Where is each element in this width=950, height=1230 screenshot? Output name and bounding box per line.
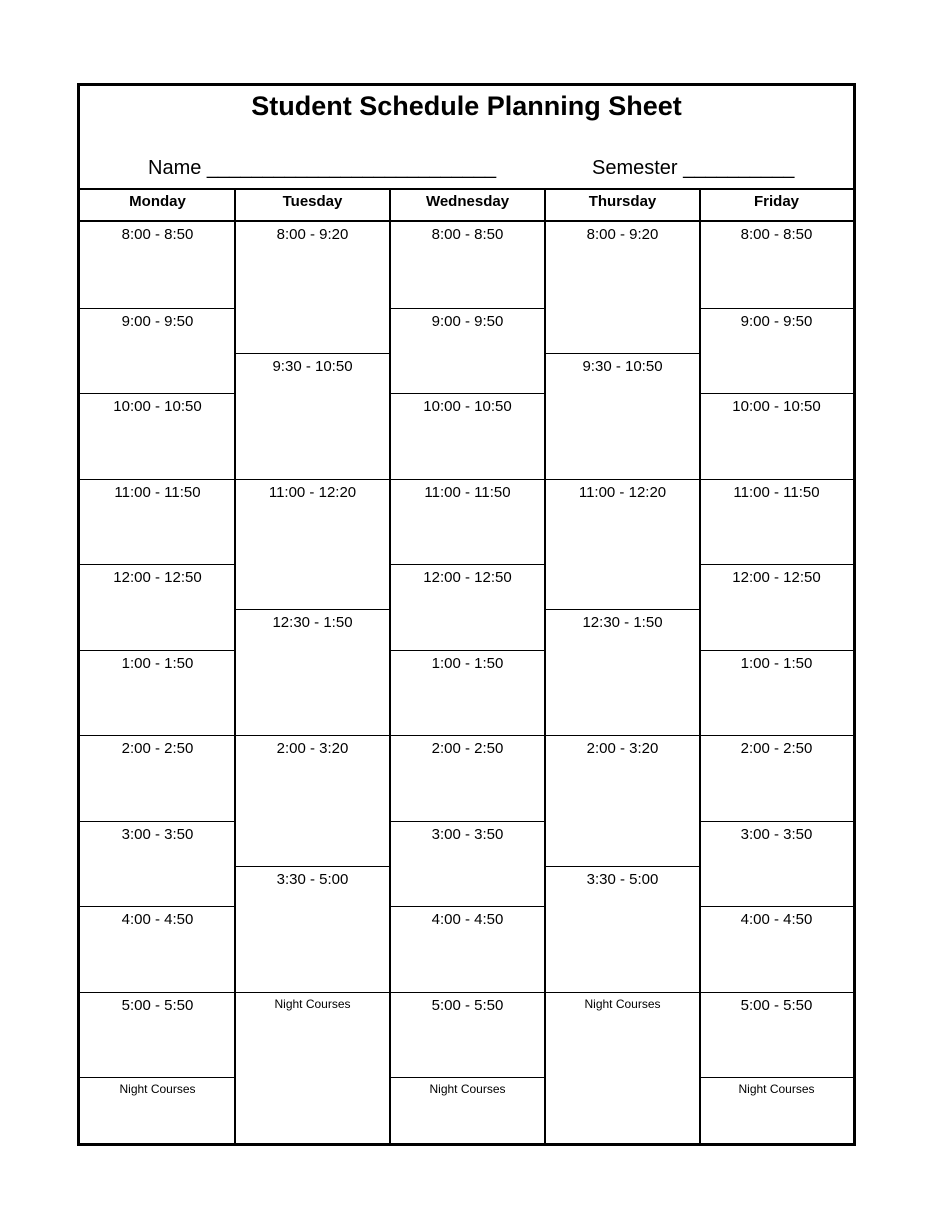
slot-thursday[interactable]: 12:30 - 1:50	[545, 609, 700, 735]
slot-friday[interactable]: 2:00 - 2:50	[700, 735, 853, 821]
slot-friday[interactable]: 5:00 - 5:50	[700, 992, 853, 1077]
slot-friday[interactable]: 11:00 - 11:50	[700, 479, 853, 564]
schedule-sheet	[77, 83, 856, 1146]
slot-wednesday[interactable]: 10:00 - 10:50	[390, 393, 545, 479]
slot-thursday-night[interactable]: Night Courses	[545, 992, 700, 1143]
slot-wednesday[interactable]: 4:00 - 4:50	[390, 906, 545, 992]
slot-tuesday[interactable]: 12:30 - 1:50	[235, 609, 390, 735]
slot-thursday[interactable]: 8:00 - 9:20	[586, 226, 659, 243]
slot-tuesday[interactable]: 3:30 - 5:00	[235, 866, 390, 992]
slot-wednesday[interactable]: 1:00 - 1:50	[390, 650, 545, 735]
slot-monday[interactable]: 2:00 - 2:50	[80, 735, 235, 821]
slot-wednesday[interactable]: 3:00 - 3:50	[390, 821, 545, 906]
slot-tuesday[interactable]: 11:00 - 12:20	[235, 479, 390, 609]
day-header-monday: Monday	[129, 193, 186, 210]
slot-tuesday[interactable]: 2:00 - 3:20	[235, 735, 390, 866]
semester-field[interactable]: Semester __________	[592, 157, 795, 179]
slot-wednesday[interactable]: 8:00 - 8:50	[431, 226, 504, 243]
slot-thursday[interactable]: 9:30 - 10:50	[545, 353, 700, 479]
slot-friday-night[interactable]: Night Courses	[700, 1077, 853, 1143]
name-field[interactable]: Name __________________________	[148, 157, 497, 179]
day-header-wednesday: Wednesday	[425, 193, 510, 210]
slot-thursday[interactable]: 11:00 - 12:20	[545, 479, 700, 609]
slot-thursday[interactable]: 3:30 - 5:00	[545, 866, 700, 992]
slot-friday[interactable]: 10:00 - 10:50	[700, 393, 853, 479]
day-header-tuesday: Tuesday	[282, 193, 343, 210]
slot-friday[interactable]: 9:00 - 9:50	[700, 308, 853, 393]
slot-monday[interactable]: 9:00 - 9:50	[80, 308, 235, 393]
slot-friday[interactable]: 1:00 - 1:50	[700, 650, 853, 735]
slot-friday[interactable]: 8:00 - 8:50	[740, 226, 813, 243]
slot-monday-night[interactable]: Night Courses	[80, 1077, 235, 1143]
slot-friday[interactable]: 12:00 - 12:50	[700, 564, 853, 650]
slot-wednesday-night[interactable]: Night Courses	[390, 1077, 545, 1143]
day-header-friday: Friday	[753, 193, 799, 210]
slot-monday[interactable]: 12:00 - 12:50	[80, 564, 235, 650]
slot-monday[interactable]: 8:00 - 8:50	[121, 226, 194, 243]
slot-wednesday[interactable]: 12:00 - 12:50	[390, 564, 545, 650]
page-title: Student Schedule Planning Sheet	[251, 91, 682, 121]
slot-tuesday[interactable]: 9:30 - 10:50	[235, 353, 390, 479]
slot-monday[interactable]: 10:00 - 10:50	[80, 393, 235, 479]
slot-wednesday[interactable]: 9:00 - 9:50	[390, 308, 545, 393]
slot-monday[interactable]: 1:00 - 1:50	[80, 650, 235, 735]
slot-monday[interactable]: 11:00 - 11:50	[80, 479, 235, 564]
slot-monday[interactable]: 3:00 - 3:50	[80, 821, 235, 906]
slot-tuesday[interactable]: 8:00 - 9:20	[276, 226, 349, 243]
slot-friday[interactable]: 3:00 - 3:50	[700, 821, 853, 906]
slot-wednesday[interactable]: 11:00 - 11:50	[390, 479, 545, 564]
slot-wednesday[interactable]: 5:00 - 5:50	[390, 992, 545, 1077]
slot-wednesday[interactable]: 2:00 - 2:50	[390, 735, 545, 821]
slot-friday[interactable]: 4:00 - 4:50	[700, 906, 853, 992]
slot-thursday[interactable]: 2:00 - 3:20	[545, 735, 700, 866]
slot-monday[interactable]: 4:00 - 4:50	[80, 906, 235, 992]
slot-tuesday-night[interactable]: Night Courses	[235, 992, 390, 1143]
day-header-thursday: Thursday	[588, 193, 657, 210]
slot-monday[interactable]: 5:00 - 5:50	[80, 992, 235, 1077]
